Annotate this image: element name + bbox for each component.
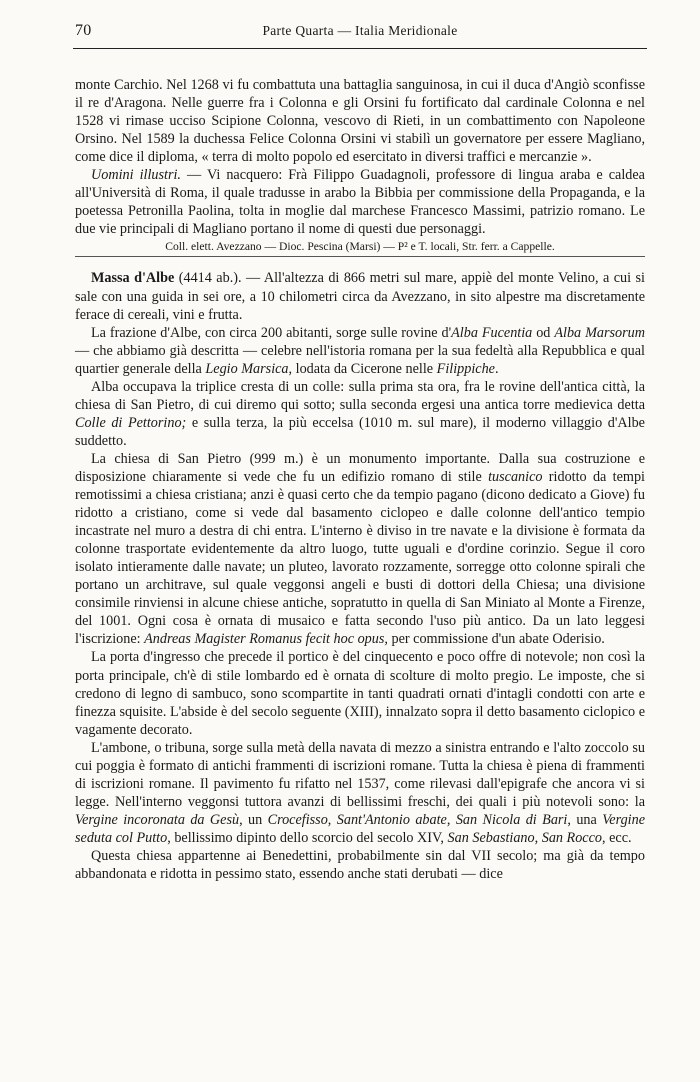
section-divider [75, 256, 645, 257]
paragraph-magliano-history: monte Carchio. Nel 1268 vi fu combattuta una battaglia sanguinosa, in cui il duca d'Angiò sconfisse il re d'Aragona. Nelle guerre fra i Colonna e gli Orsini fu fortificato dal cardinale Colonna e nel 1528 vi rimase ucciso Scipione Colonna, vescovo di Rieti, in un combattimento con Napoleone Orsino. Nel 1589 la duchessa Felice Colonna Orsini vi stabilì un governatore per essere Magliano, come dice il diploma, « terra di molto popolo ed esercitato in diversi traffici e mercanzie ». [75, 77, 645, 166]
administrative-note: Coll. elett. Avezzano — Dioc. Pescina (Marsi) — P² e T. locali, Str. ferr. a Cappelle. [165, 240, 555, 254]
running-header [75, 22, 645, 48]
paragraph-benedettini: Questa chiesa appartenne ai Benedettini, probabilmente sin dal VII secolo; ma già da tempo abbandonata e ridotta in pessimo stato, essendo anche stati derubati — dice [75, 847, 645, 883]
header-rule [73, 48, 647, 49]
paragraph-uomini-illustri: Uomini illustri. — Vi nacquero: Frà Filippo Guadagnoli, professore di lingua araba e caldea all'Università di Roma, il quale tradusse in arabo la Bibbia per commissione della Propaganda, e la poetessa Petronilla Paolina, tolta in moglie dal marchese Francesco Massimi, patrizio romano. Le due vie principali di Magliano portano il nome di questi due personaggi. [75, 167, 645, 238]
page-number: 70 [75, 22, 92, 39]
paragraph-chiesa-san-pietro: La chiesa di San Pietro (999 m.) è un monumento importante. Dalla sua costruzione e disposizione chiaramente si vede che fu un edifizio romano di stile tuscanico ridotto da tempi remotissimi a chiesa cristiana; anzi è quasi certo che da tempio pagano (dicono dedicato a Giove) fu ridotto a cristiano, come si vede dal basamento ciclopeo e dalle colonne dell'antico tempio incastrate nel muro a destra di chi entra. L'interno è diviso in tre navate e la divisione è formata da colonne trasportate evidentemente da altro luogo, tutte uguali e d'ordine corinzio. Segue il coro isolato intieramente dalle navate; un pluteo, lavorato rozzamente, sorregge otto colonne spirali che portano un architrave, sul quale veggonsi angeli e busti di dottori della Chiesa; una divisione consimile rinviensi in alcune chiese antiche, sopratutto in quella di San Miniato al Monte a Firenze, del 1001. Ogni cosa è ornata di musaico e fatta secondo l'uso più antico. Da un lato leggesi l'iscrizione: Andreas Magister Romanus fecit hoc opus, per commissione d'un abate Oderisio. [75, 450, 645, 648]
paragraph-alba-colle: Alba occupava la triplice cresta di un colle: sulla prima sta ora, fra le rovine dell'antica città, la chiesa di San Pietro, di cui diremo qui sotto; sulla seconda ergesi una antica torre medievica detta Colle di Pettorino; e sulla terza, la più eccelsa (1010 m. sul mare), il moderno villaggio d'Albe suddetto. [75, 378, 645, 449]
section-lead-uomini-illustri: Uomini illustri. [91, 167, 181, 184]
running-title: Parte Quarta — Italia Meridionale [262, 23, 458, 38]
book-page [75, 22, 645, 883]
paragraph-frazione-albe: La frazione d'Albe, con circa 200 abitanti, sorge sulle rovine d'Alba Fucentia od Alba Marsorum — che abbiamo già descritta — celebre nell'istoria romana per la sua fedeltà alla Repubblica e qual quartier generale della Legio Marsica, lodata da Cicerone nelle Filippiche. [75, 324, 645, 377]
entry-heading-massa-dalbe: Massa d'Albe [91, 270, 175, 287]
paragraph-porta-ingresso: La porta d'ingresso che precede il portico è del cinquecento e poco offre di notevole; non così la porta principale, ch'è di stile lombardo ed è ornata di scolture di molto pregio. Le imposte, che si credono di legno di sambuco, sono scompartite in tanti quadrati ornati d'intagli condotti con arte e finezza squisite. L'abside è del secolo seguente (XIII), innalzato sopra il detto basamento ciclopico e vagamente decorato. [75, 649, 645, 738]
paragraph-ambone: L'ambone, o tribuna, sorge sulla metà della navata di mezzo a sinistra entrando e l'alto zoccolo su cui poggia è formato di antichi frammenti di iscrizioni romane. Tutta la chiesa è piena di frammenti di iscrizioni romane. Il pavimento fu rifatto nel 1537, come rilevasi dall'epigrafe che ancora vi si legge. Nell'interno veggonsi tuttora avanzi di bellissimi freschi, dei quali i più notevoli sono: la Vergine incoronata da Gesù, un Crocefisso, Sant'Antonio abate, San Nicola di Bari, una Vergine seduta col Putto, bellissimo dipinto dello scorcio del secolo XIV, San Sebastiano, San Rocco, ecc. [75, 739, 646, 846]
paragraph-massa-dalbe: Massa d'Albe (4414 ab.). — All'altezza di 866 metri sul mare, appiè del monte Velino, a cui si sale con una guida in sei ore, a 10 chilometri circa da Avezzano, in sito alpestre ma discretamente ferace di cereali, vini e frutta. [75, 270, 645, 323]
page-body [75, 76, 645, 883]
